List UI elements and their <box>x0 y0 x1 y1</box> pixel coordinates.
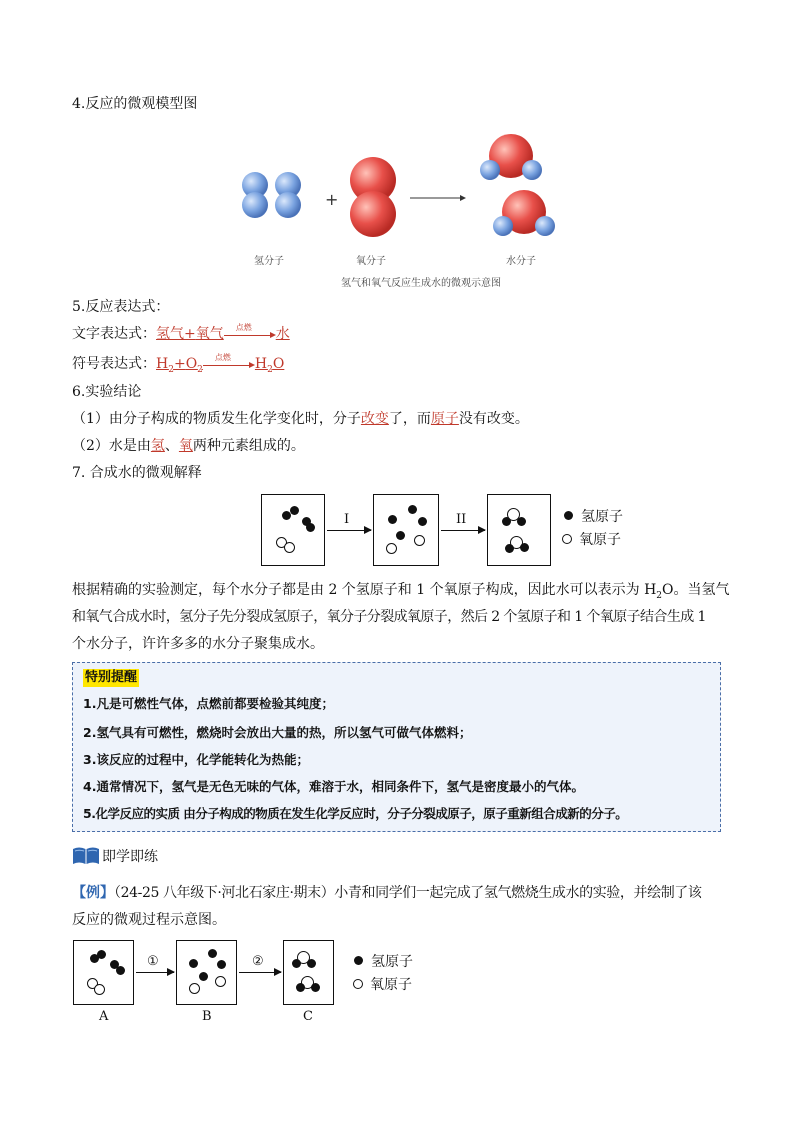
legend-hydrogen: 氢原子 <box>564 508 623 526</box>
section5-heading: 5.反应表达式： <box>72 299 170 315</box>
practice-box-b <box>176 940 237 1005</box>
label-a: A <box>99 1009 109 1024</box>
hydrogen-molecule-icon <box>275 172 301 218</box>
step-arrow-2 <box>441 530 485 531</box>
oxygen-molecule-icon <box>350 157 396 237</box>
callout-item: 1.凡是可燃性气体，点燃前都要检验其纯度； <box>83 696 334 711</box>
callout-item: 3.该反应的过程中，化学能转化为热能； <box>83 752 309 767</box>
label-b: B <box>202 1009 212 1024</box>
book-icon <box>72 846 100 866</box>
word-equation: 文字表达式：氢气+氧气 点燃 水 <box>72 323 290 342</box>
practice-arrow-1 <box>136 972 174 973</box>
practice-box-c <box>283 940 334 1005</box>
water-molecule-icon <box>493 190 555 236</box>
h2o-label: 水分子 <box>506 256 536 267</box>
diagram-box-2 <box>373 494 439 566</box>
plus-sign: + <box>325 190 339 209</box>
section7-heading: 7. 合成水的微观解释 <box>72 465 202 481</box>
callout-item: 2.氢气具有可燃性，燃烧时会放出大量的热，所以氢气可做气体燃料； <box>83 725 472 740</box>
o2-label: 氧分子 <box>356 256 386 267</box>
figure-caption: 氢气和氧气反应生成水的微观示意图 <box>341 278 501 289</box>
step-label-1: I <box>344 512 350 527</box>
example-line-2: 反应的微观过程示意图。 <box>72 912 226 928</box>
practice-step-1: ① <box>147 954 159 969</box>
water-molecule-icon <box>480 134 542 180</box>
practice-heading: 即学即练 <box>102 849 158 865</box>
explanation-line-3: 个水分子，许许多多的水分子聚集成水。 <box>72 636 324 652</box>
section4-heading: 4.反应的微观模型图 <box>72 96 198 112</box>
step-arrow-1 <box>327 530 371 531</box>
conclusion-2: （2）水是由氢、氧两种元素组成的。 <box>72 438 305 454</box>
section6-heading: 6.实验结论 <box>72 384 142 400</box>
explanation-line-2: 和氧气合成水时，氢分子先分裂成氢原子，氧分子分裂成氧原子，然后 2 个氢原子和 1 个氧原子结合生成 1 <box>72 609 706 625</box>
practice-legend-hydrogen: 氢原子 <box>354 953 413 971</box>
diagram-box-3 <box>487 494 551 566</box>
callout-title: 特别提醒 <box>85 670 138 685</box>
callout-item: 4.通常情况下，氢气是无色无味的气体，难溶于水，相同条件下，氢气是密度最小的气体。 <box>83 779 584 794</box>
diagram-box-1 <box>261 494 325 566</box>
practice-box-a <box>73 940 134 1005</box>
example-line-1: 【例】（24-25 八年级下·河北石家庄·期末）小青和同学们一起完成了氢气燃烧生成水的实验，并绘制了该 <box>72 885 702 901</box>
symbol-equation: 符号表达式：$H_2+O_2$ 点燃 $H_2O$ <box>72 353 285 375</box>
step-label-2: II <box>456 512 467 527</box>
special-reminder-box <box>72 662 721 832</box>
conclusion-1: （1）由分子构成的物质发生化学变化时，分子改变了，而原子没有改变。 <box>72 411 529 427</box>
callout-item: 5.化学反应的实质 由分子构成的物质在发生化学反应时，分子分裂成原子，原子重新组合成新的分子。 <box>83 806 628 821</box>
practice-step-2: ② <box>252 954 264 969</box>
label-c: C <box>303 1009 313 1024</box>
h2-label: 氢分子 <box>254 256 284 267</box>
legend-oxygen: 氧原子 <box>562 531 621 549</box>
practice-legend-oxygen: 氧原子 <box>353 976 412 994</box>
condition-arrow: 点燃 <box>224 327 276 341</box>
hydrogen-molecule-icon <box>242 172 268 218</box>
practice-arrow-2 <box>239 972 281 973</box>
condition-arrow: 点燃 <box>203 357 255 371</box>
explanation-line-1: 根据精确的实验测定，每个水分子都是由 2 个氢原子和 1 个氧原子构成，因此水可以表示为 $H_2O$。当氢气 <box>72 582 730 601</box>
